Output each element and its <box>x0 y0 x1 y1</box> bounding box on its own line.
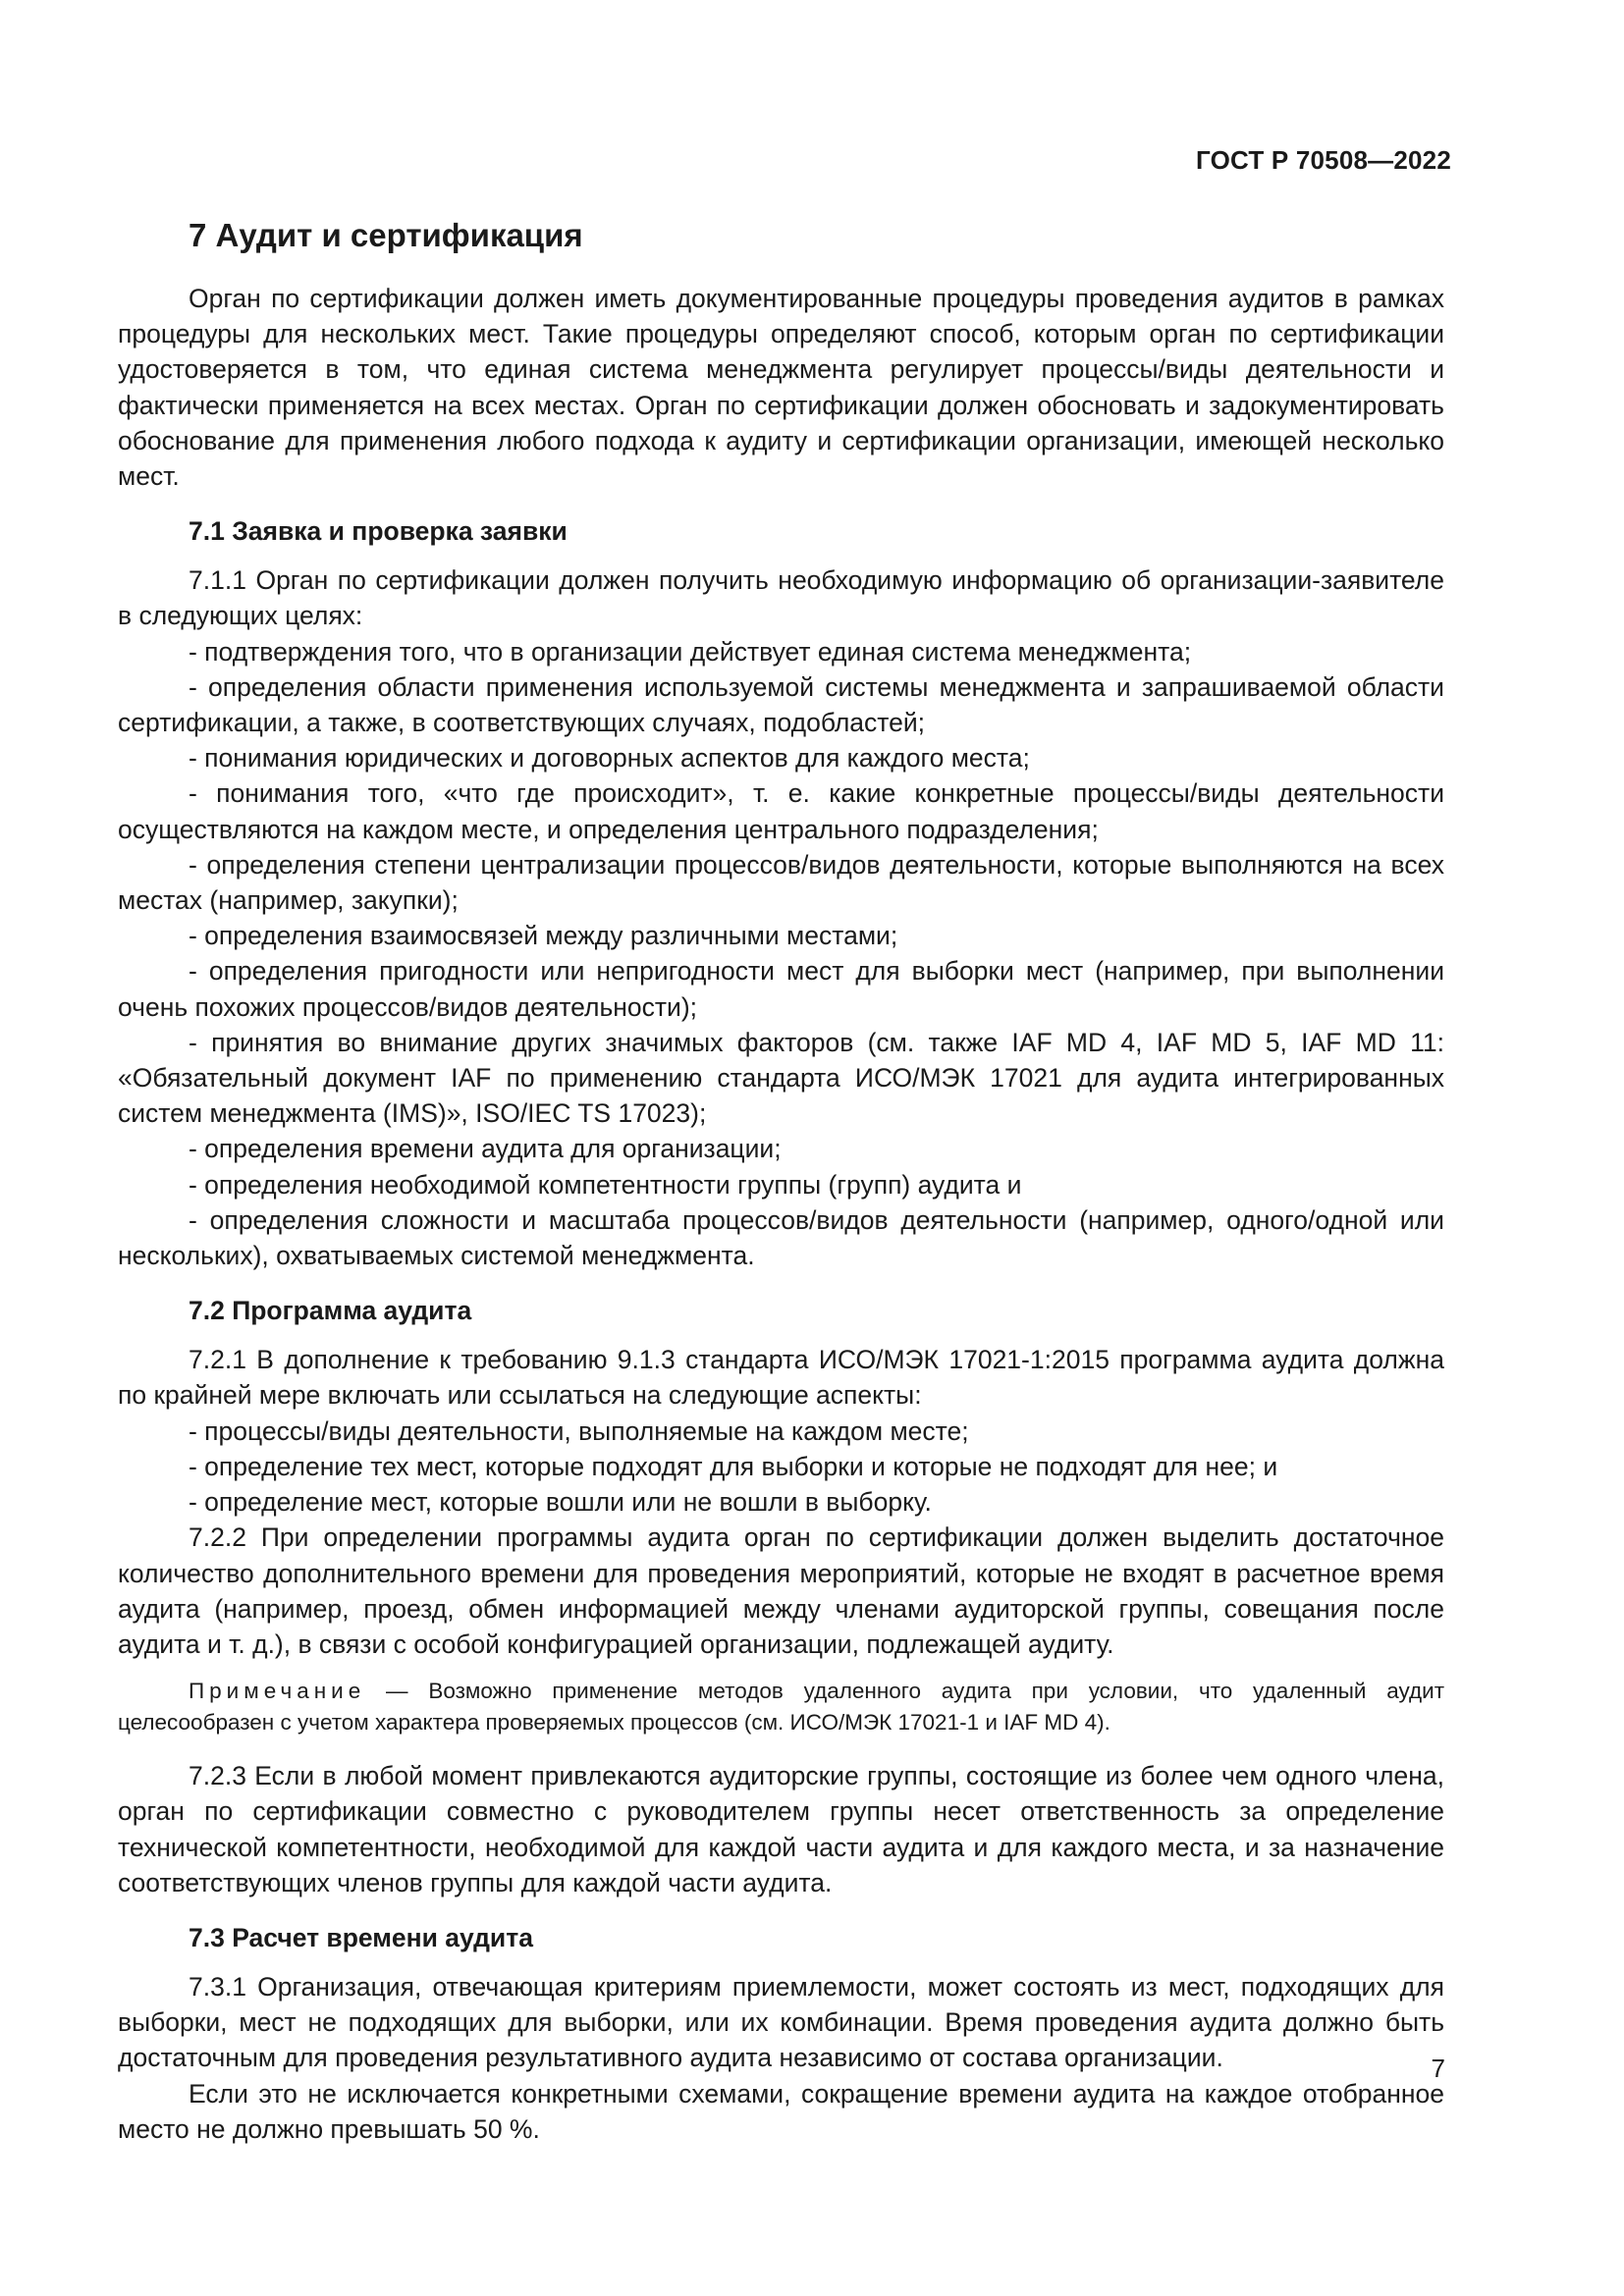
list-item: - определения сложности и масштаба процессов/видов деятельности (например, одного/одной или нескольких), охватываемых системой менеджмента. <box>118 1204 1444 1271</box>
list-item: - понимания того, «что где происходит», т. е. какие конкретные процессы/виды деятельности осуществляются на каждом месте, и определения центрального подразделения; <box>118 778 1444 844</box>
section-7-title: 7 Аудит и сертификация <box>189 217 583 253</box>
list-item: - подтверждения того, что в организации действует единая система менеджмента; <box>189 636 1192 667</box>
section-7-2-title: 7.2 Программа аудита <box>189 1296 472 1326</box>
section-7-3-title: 7.3 Расчет времени аудита <box>189 1922 533 1952</box>
list-item: - понимания юридических и договорных аспектов для каждого места; <box>189 743 1030 774</box>
note-label: Примечание <box>189 1679 366 1704</box>
section-7-intro: Орган по сертификации должен иметь документированные процедуры проведения аудитов в рамках процедуры для нескольких мест. Такие процедуры определяют способ, которым орган по сертификации удостоверяется в том, что единая система менеджмента регулирует процессы/виды деятельности и фактически применяется на всех местах. Орган по сертификации должен обосновать и задокументировать обоснование для применения любого подхода к аудиту и сертификации организации, имеющей несколько мест. <box>118 284 1444 492</box>
paragraph-7-1-1: 7.1.1 Орган по сертификации должен получить необходимую информацию об организации-заявителе в следующих целях: <box>118 565 1444 631</box>
list-item: - определения взаимосвязей между различными местами; <box>189 921 898 951</box>
list-item: - определения времени аудита для организации; <box>189 1134 782 1164</box>
section-7-1-title: 7.1 Заявка и проверка заявки <box>189 516 568 547</box>
paragraph-7-3-1-cont: Если это не исключается конкретными схемами, сокращение времени аудита на каждое отобранное место не должно превышать 50 %. <box>118 2078 1444 2144</box>
list-item: - принятия во внимание других значимых факторов (см. также IAF MD 4, IAF MD 5, IAF MD 11: «Обязательный документ IAF по применению стандарта ИСО/МЭК 17021 для аудита интегрированных систем менеджмента (IMS)», ISO/IEC TS 17023); <box>118 1027 1444 1129</box>
document-id-header: ГОСТ Р 70508—2022 <box>1196 145 1451 175</box>
note <box>118 1676 1444 1738</box>
list-item: - определения пригодности или непригодности мест для выборки мест (например, при выполнении очень похожих процессов/видов деятельности); <box>118 956 1444 1022</box>
paragraph-7-3-1: 7.3.1 Организация, отвечающая критериям приемлемости, может состоять из мест, подходящих для выборки, мест не подходящих для выборки, или их комбинации. Время проведения аудита должно быть достаточным для проведения результативного аудита независимо от состава организации. <box>118 1971 1444 2073</box>
list-item: - определения степени централизации процессов/видов деятельности, которые выполняются на всех местах (например, закупки); <box>118 849 1444 916</box>
paragraph-7-2-3: 7.2.3 Если в любой момент привлекаются аудиторские группы, состоящие из более чем одного члена, орган по сертификации совместно с руководителем группы несет ответственность за определение технической компетентности, необходимой для каждой части аудита и для каждого места, и за назначение соответствующих членов группы для каждой части аудита. <box>118 1761 1444 1897</box>
paragraph-7-2-1: 7.2.1 В дополнение к требованию 9.1.3 стандарта ИСО/МЭК 17021-1:2015 программа аудита должна по крайней мере включать или ссылаться на следующие аспекты: <box>118 1345 1444 1411</box>
list-item: - процессы/виды деятельности, выполняемые на каждом месте; <box>189 1415 969 1446</box>
document-body <box>118 216 1444 2147</box>
list-item: - определение мест, которые вошли или не вошли в выборку. <box>189 1487 932 1518</box>
list-item: - определения области применения используемой системы менеджмента и запрашиваемой области сертификации, а также, в соответствующих случаях, подобластей; <box>118 671 1444 738</box>
list-item: - определение тех мест, которые подходят для выборки и которые не подходят для нее; и <box>189 1451 1278 1481</box>
page-number: 7 <box>1431 2054 1445 2083</box>
note-text: — Возможно применение методов удаленного аудита при условии, что удаленный аудит целесообразен с учетом характера проверяемых процессов (см. ИСО/МЭК 17021-1 и IAF MD 4). <box>118 1679 1444 1735</box>
list-item: - определения необходимой компетентности группы (групп) аудита и <box>189 1169 1022 1200</box>
paragraph-7-2-2: 7.2.2 При определении программы аудита орган по сертификации должен выделить достаточное количество дополнительного времени для проведения мероприятий, которые не входят в расчетное время аудита (например, проезд, обмен информацией между членами аудиторской группы, совещания после аудита и т. д.), в связи с особой конфигурацией организации, подлежащей аудиту. <box>118 1522 1444 1659</box>
